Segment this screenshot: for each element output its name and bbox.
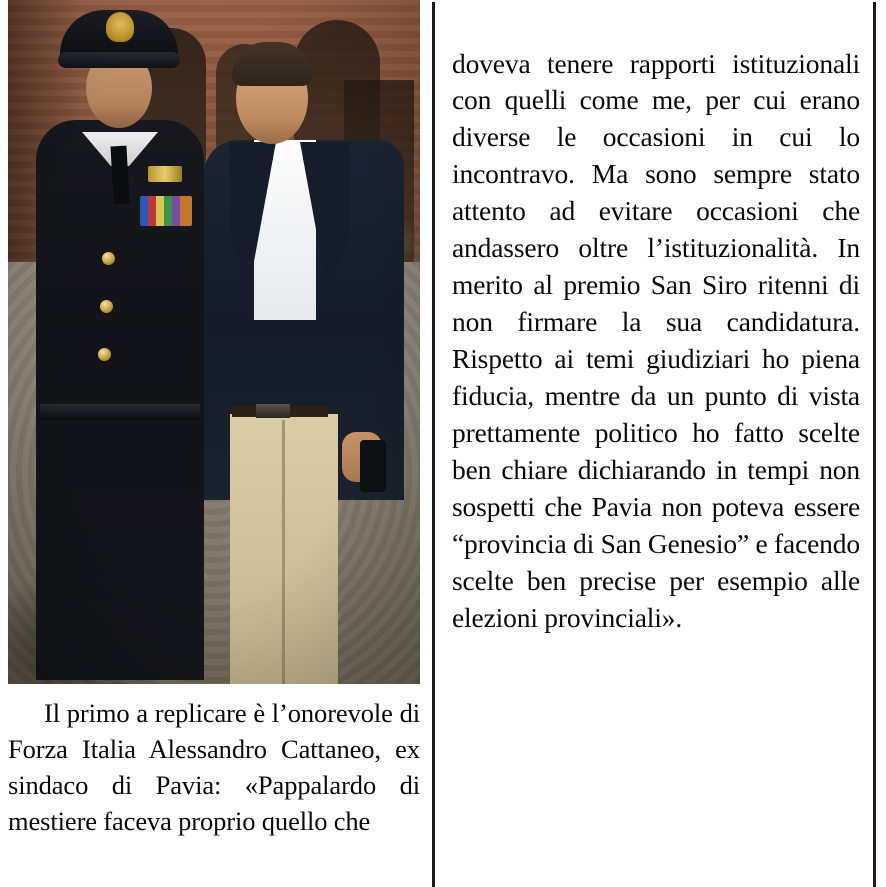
photo-vignette xyxy=(8,0,420,684)
page-edge-rule xyxy=(873,2,876,887)
left-column xyxy=(8,0,420,887)
article-photo xyxy=(8,0,420,684)
article-body-text: doveva tenere rapporti istituzionali con quelli come me, per cui erano diverse le occasioni in cui lo incontravo. Ma sono sempre stato attento ad evitare occasioni che andassero oltre l’istituzionalità. In merito al premio San Siro ritenni di non firmare la sua candidatura. Rispetto ai temi giudiziari ho piena fiducia, mentre da un punto di vista prettamente politico ho fatto scelte ben chiare dichiarando in tempi non sospetti che Pavia non poteva essere “provincia di San Genesio” e facendo scelte ben precise per esempio alle elezioni provinciali». xyxy=(452,47,860,634)
column-divider-rule xyxy=(432,2,435,887)
right-column xyxy=(452,18,860,665)
photo-caption: Il primo a replicare è l’onorevole di Forza Italia Alessandro Cattaneo, ex sindaco di Pavia: «Pappalardo di mestiere faceva proprio quello che xyxy=(8,698,420,836)
